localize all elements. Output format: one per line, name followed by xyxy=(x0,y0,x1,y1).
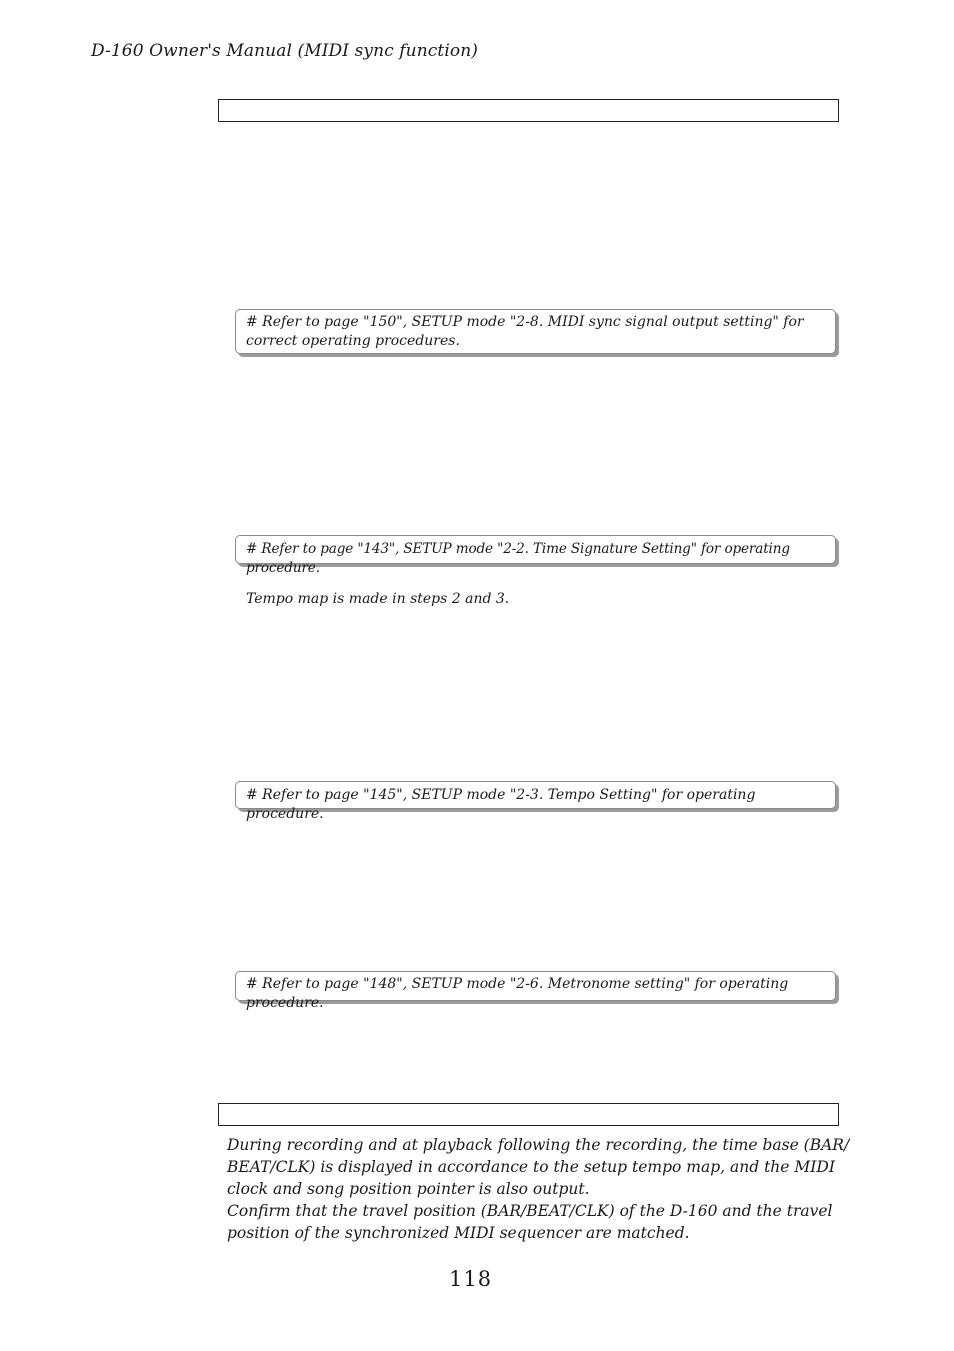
note-midi-sync-output: # Refer to page "150", SETUP mode "2-8. MIDI sync signal output setting" for correct operating procedures. xyxy=(235,309,836,354)
section-title-box-bottom xyxy=(218,1103,839,1126)
body-text xyxy=(227,1134,852,1244)
tempo-map-note: Tempo map is made in steps 2 and 3. xyxy=(246,591,510,607)
note-time-signature: # Refer to page "143", SETUP mode "2-2. Time Signature Setting" for operating procedure. xyxy=(235,535,836,564)
note-metronome: # Refer to page "148", SETUP mode "2-6. Metronome setting" for operating procedure. xyxy=(235,971,836,1001)
note-tempo-setting: # Refer to page "145", SETUP mode "2-3. Tempo Setting" for operating procedure. xyxy=(235,781,836,809)
page-number: 118 xyxy=(449,1267,493,1291)
page-header-title: D-160 Owner's Manual (MIDI sync function) xyxy=(91,41,478,61)
section-title-box-top xyxy=(218,99,839,122)
body-paragraph-2: Confirm that the travel position (BAR/BEAT/CLK) of the D-160 and the travel position of the synchronized MIDI sequencer are matched. xyxy=(227,1202,833,1242)
body-paragraph-1: During recording and at playback following the recording, the time base (BAR/ BEAT/CLK) is displayed in accordance to the setup tempo map, and the MIDI clock and song position pointer is also output. xyxy=(227,1136,850,1198)
